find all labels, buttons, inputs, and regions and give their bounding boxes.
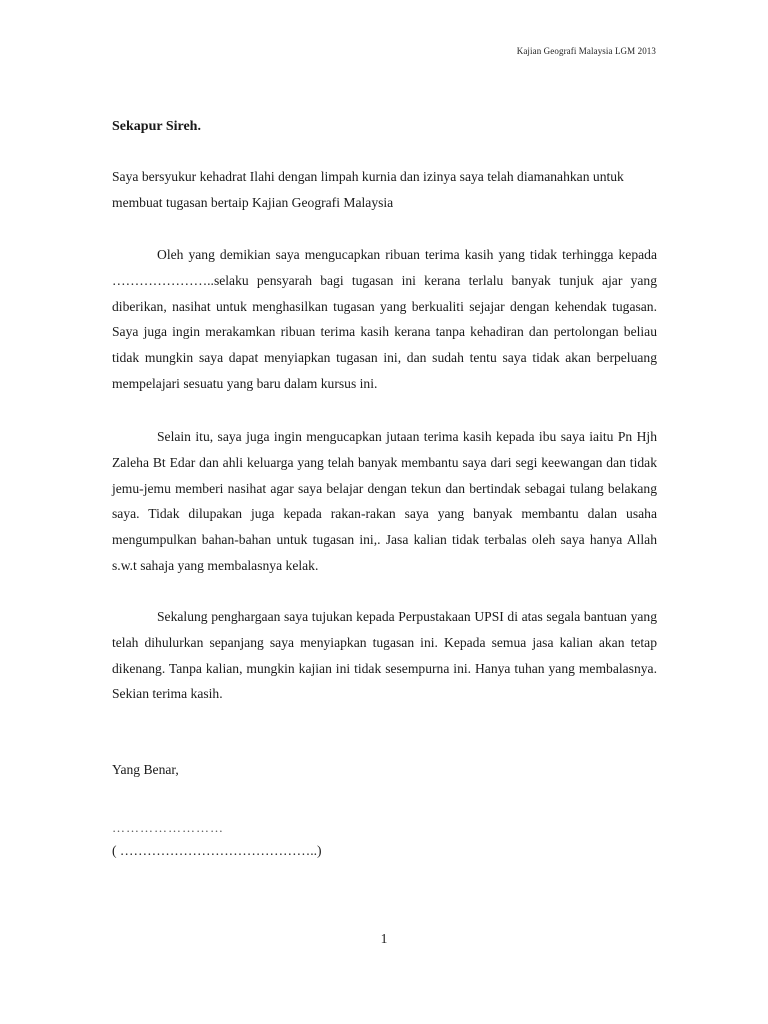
paragraph-thanks-family: Selain itu, saya juga ingin mengucapkan jutaan terima kasih kepada ibu saya iaitu Pn Hjh Zaleha Bt Edar dan ahli keluarga yang telah banyak membantu saya dari segi keewangan dan tidak jemu-jemu memberi nasihat agar saya belajar dengan tekun dan bertindak sebagai tulang belakang saya. Tidak dilupakan juga kepada rakan-rakan saya yang banyak membantu dalan usaha mengumpulkan bahan-bahan untuk tugasan ini,. Jasa kalian tidak terbalas oleh saya hanya Allah s.w.t sahaja yang membalasnya kelak.	[112, 429, 657, 573]
paragraph-thanks-lecturer: Oleh yang demikian saya mengucapkan ribuan terima kasih yang tidak terhingga kepada …………………..selaku pensyarah bagi tugasan ini kerana terlalu banyak tunjuk ajar yang diberikan, nasihat untuk menghasilkan tugasan yang berkualiti sejajar dengan kehendak tugasan. Saya juga ingin merakamkan ribuan terima kasih kerana tanpa kehadiran dan pertolongan beliau tidak mungkin saya dapat menyiapkan tugasan ini, dan sudah tentu saya tidak akan berpeluang mempelajari sesuatu yang baru dalam kursus ini.	[112, 247, 657, 391]
signature-line: ……………………	[112, 820, 224, 835]
page-number: 1	[380, 931, 388, 946]
running-header: Kajian Geografi Malaysia LGM 2013	[516, 46, 656, 56]
page-title: Sekapur Sireh.	[112, 119, 201, 134]
signature-name-placeholder: ( ……………………………………..)	[112, 843, 322, 858]
paragraph-intro: Saya bersyukur kehadrat Ilahi dengan limpah kurnia dan izinya saya telah diamanahkan untuk membuat tugasan bertaip Kajian Geografi Malaysia	[112, 169, 624, 210]
closing-salutation: Yang Benar,	[112, 762, 179, 777]
paragraph-thanks-library: Sekalung penghargaan saya tujukan kepada Perpustakaan UPSI di atas segala bantuan yang telah dihulurkan sepanjang saya menyiapkan tugasan ini. Kepada semua jasa kalian akan tetap dikenang. Tanpa kalian, mungkin kajian ini tidak sesempurna ini. Hanya tuhan yang membalasnya. Sekian terima kasih.	[112, 609, 657, 702]
